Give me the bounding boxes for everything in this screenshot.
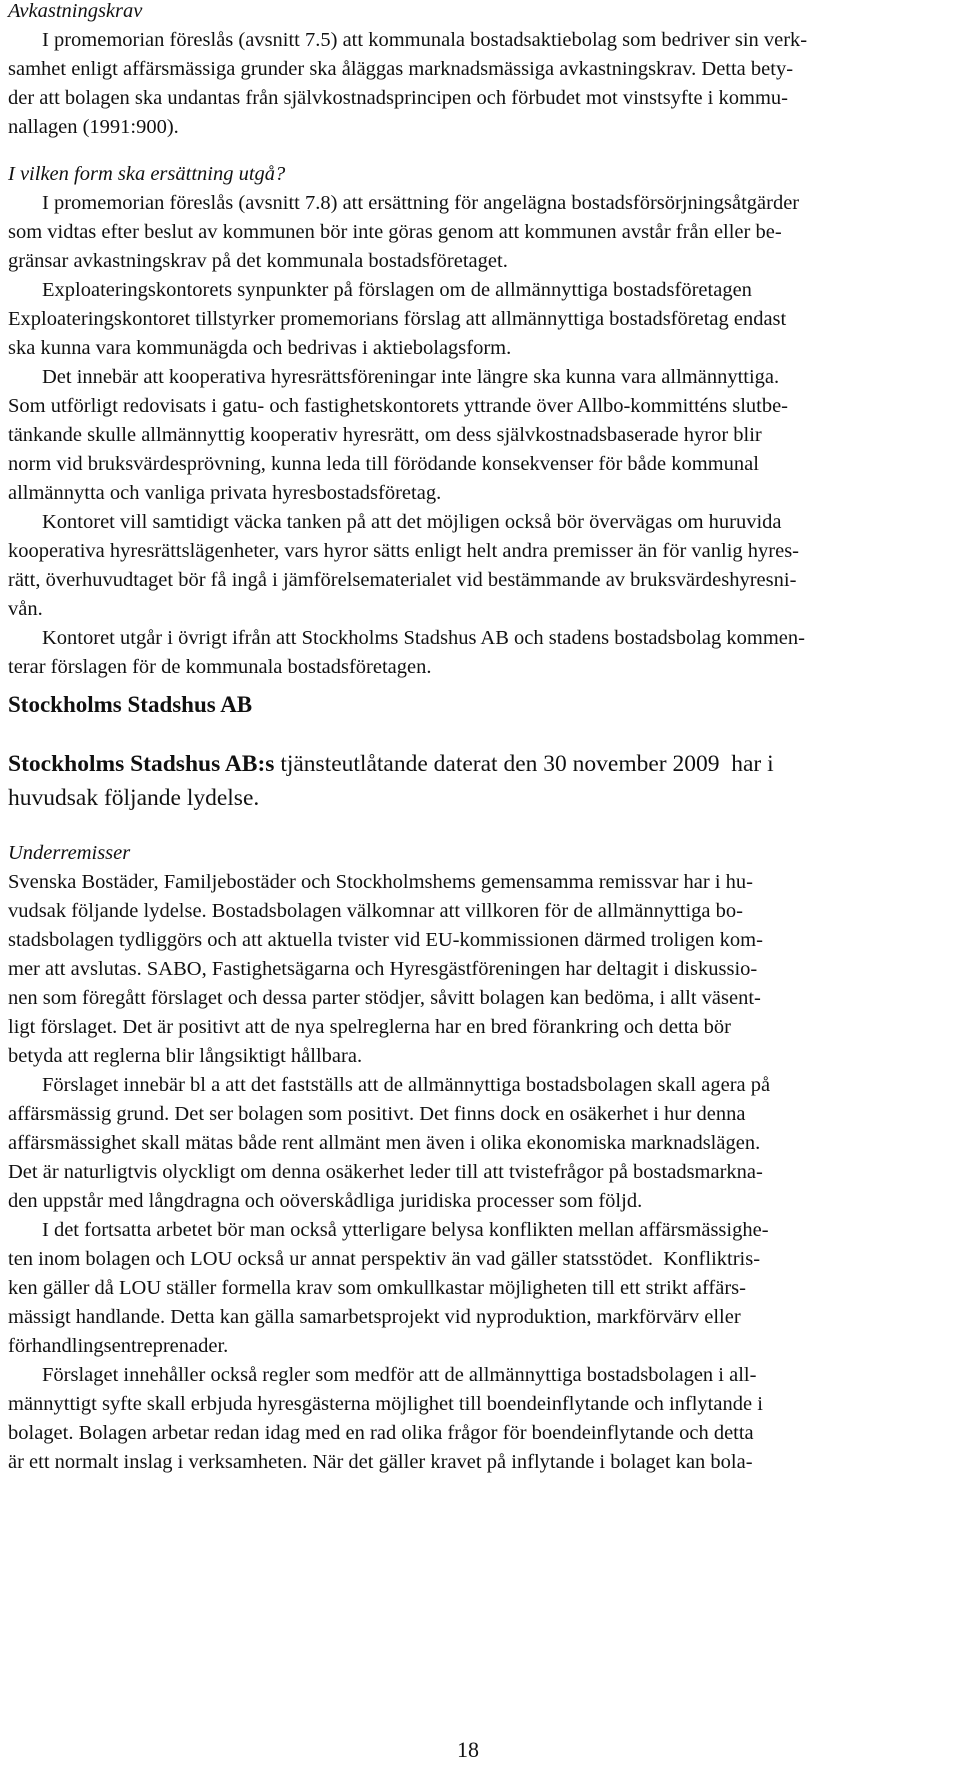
paragraph-line: der att bolagen ska undantas från självkostnadsprincipen och förbudet mot vinstsyfte i kommu- xyxy=(8,87,788,109)
section-heading-stadshus xyxy=(8,690,252,719)
stadshus-intro-bold: Stockholms Stadshus AB:s xyxy=(8,751,275,777)
paragraph-line: tänkande skulle allmännyttig kooperativ hyresrätt, om dess självkostnadsbaserade hyror blir xyxy=(8,424,762,446)
paragraph-line: som vidtas efter beslut av kommunen bör inte göras genom att kommunen avstår från eller be- xyxy=(8,221,782,243)
paragraph-line: samhet enligt affärsmässiga grunder ska åläggas marknadsmässiga avkastningskrav. Detta bety- xyxy=(8,58,794,80)
paragraph-line: I promemorian föreslås (avsnitt 7.8) att ersättning för angelägna bostadsförsörjningsåtgärder xyxy=(42,192,800,214)
section-heading-ersattning: I vilken form ska ersättning utgå? xyxy=(8,163,286,185)
paragraph-line: mässigt handlande. Detta kan gälla samarbetsprojekt vid nyproduktion, markförvärv eller xyxy=(8,1306,741,1328)
stadshus-heading-text: Stockholms Stadshus AB xyxy=(8,692,253,717)
paragraph-line: männyttigt syfte skall erbjuda hyresgästerna möjlighet till boendeinflytande och inflytande i xyxy=(8,1393,763,1415)
paragraph-line: ken gäller då LOU ställer formella krav som omkullkastar möjligheten till ett strikt affärs- xyxy=(8,1277,746,1299)
paragraph-line: Det är naturligtvis olyckligt om denna osäkerhet leder till att tvistefrågor på bostadsmarkna- xyxy=(8,1161,763,1183)
paragraph-line: terar förslagen för de kommunala bostadsföretagen. xyxy=(8,656,432,678)
paragraph-line: I promemorian föreslås (avsnitt 7.5) att kommunala bostadsaktiebolag som bedriver sin verk- xyxy=(42,29,808,51)
paragraph-line: mer att avslutas. SABO, Fastighetsägarna och Hyresgästföreningen har deltagit i diskussio- xyxy=(8,958,758,980)
stadshus-intro-rest: tjänsteutlåtande daterat den 30 november 2009 har i xyxy=(274,751,774,777)
paragraph-line: I det fortsatta arbetet bör man också ytterligare belysa konflikten mellan affärsmässighe- xyxy=(42,1219,769,1241)
section-heading-underremisser: Underremisser xyxy=(8,842,131,864)
page-number: 18 xyxy=(457,1737,479,1762)
paragraph-line: ten inom bolagen och LOU också ur annat perspektiv än vad gäller statsstödet. Konfliktris- xyxy=(8,1248,761,1270)
paragraph-line: Det innebär att kooperativa hyresrättsföreningar inte längre ska kunna vara allmännyttiga. xyxy=(42,366,780,388)
section-heading-avkastningskrav: Avkastningskrav xyxy=(8,0,143,22)
paragraph-line: rätt, överhuvudtaget bör få ingå i jämförelsematerialet vid bestämmande av bruksvärdeshyresni- xyxy=(8,569,797,591)
paragraph-line: Kontoret vill samtidigt väcka tanken på att det möjligen också bör övervägas om huruvida xyxy=(42,511,782,533)
paragraph-line: Exploateringskontoret tillstyrker promemorians förslag att allmännyttiga bostadsföretag endast xyxy=(8,308,787,330)
paragraph-line: ska kunna vara kommunägda och bedrivas i aktiebolagsform. xyxy=(8,337,512,359)
paragraph-line: ligt förslaget. Det är positivt att de nya spelreglerna har en bred förankring och detta bör xyxy=(8,1016,731,1038)
paragraph-line: Förslaget innehåller också regler som medför att de allmännyttiga bostadsbolagen i all- xyxy=(42,1364,757,1386)
paragraph-line: kooperativa hyresrättslägenheter, vars hyror sätts enligt helt andra premisser än för vanlig hyres- xyxy=(8,540,800,562)
paragraph-line: norm vid bruksvärdesprövning, kunna leda till förödande konsekvenser för både kommunal xyxy=(8,453,759,475)
paragraph-line: den uppstår med långdragna och oöverskådliga juridiska processer som följd. xyxy=(8,1190,643,1212)
paragraph-line: affärsmässighet skall mätas både rent allmänt men även i olika ekonomiska marknadslägen. xyxy=(8,1132,761,1154)
paragraph-line: nallagen (1991:900). xyxy=(8,116,179,138)
paragraph-line: är ett normalt inslag i verksamheten. När det gäller kravet på inflytande i bolaget kan bola- xyxy=(8,1451,753,1473)
paragraph-line: vån. xyxy=(8,598,43,620)
paragraph-line: Förslaget innebär bl a att det fastställs att de allmännyttiga bostadsbolagen skall agera på xyxy=(42,1074,771,1096)
paragraph-line: bolaget. Bolagen arbetar redan idag med en rad olika frågor för boendeinflytande och detta xyxy=(8,1422,754,1444)
stadshus-intro-line2: huvudsak följande lydelse. xyxy=(8,785,260,811)
paragraph-line: betyda att reglerna blir långsiktigt hållbara. xyxy=(8,1045,363,1067)
paragraph-line: stadsbolagen tydliggörs och att aktuella tvister vid EU-kommissionen därmed troligen kom- xyxy=(8,929,763,951)
stadshus-intro-line xyxy=(8,750,774,779)
paragraph-line: Som utförligt redovisats i gatu- och fastighetskontorets yttrande över Allbo-kommitténs slutbe- xyxy=(8,395,789,417)
paragraph-line: Exploateringskontorets synpunkter på förslagen om de allmännyttiga bostadsföretagen xyxy=(42,279,752,301)
paragraph-line: nen som föregått förslaget och dessa parter stödjer, såvitt bolagen kan bedöma, i allt väsent- xyxy=(8,987,761,1009)
paragraph-line: Kontoret utgår i övrigt ifrån att Stockholms Stadshus AB och stadens bostadsbolag kommen- xyxy=(42,627,805,649)
paragraph-line: vudsak följande lydelse. Bostadsbolagen välkomnar att villkoren för de allmännyttiga bo- xyxy=(8,900,743,922)
paragraph-line: allmännytta och vanliga privata hyresbostadsföretag. xyxy=(8,482,442,504)
paragraph-line: Svenska Bostäder, Familjebostäder och Stockholmshems gemensamma remissvar har i hu- xyxy=(8,871,753,893)
paragraph-line: gränsar avkastningskrav på det kommunala bostadsföretaget. xyxy=(8,250,508,272)
paragraph-line: förhandlingsentreprenader. xyxy=(8,1335,229,1357)
paragraph-line: affärsmässig grund. Det ser bolagen som positivt. Det finns dock en osäkerhet i hur denna xyxy=(8,1103,746,1125)
